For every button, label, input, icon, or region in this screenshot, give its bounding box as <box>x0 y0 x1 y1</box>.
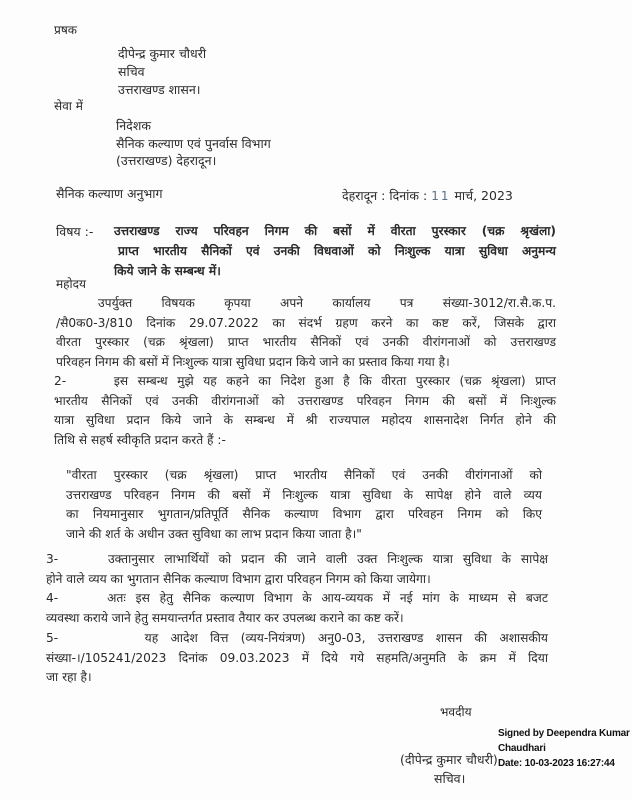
signature-line-date: Date: 10-03-2023 16:27:44 <box>498 758 615 769</box>
paragraph-5 <box>46 629 548 688</box>
subject-line: प्राप्त भारतीय सैनिकों एवं उनकी विधवाओं को निःशुल्क यात्रा सुविधा अनुमन्य <box>118 244 556 258</box>
paragraph-line: /सै0क0-3/810 दिनांक 29.07.2022 का संदर्भ ग्रहण करने का कष्ट करें, जिसके द्वारा <box>56 315 556 330</box>
digital-signature <box>498 726 630 771</box>
paragraph-line: 4- अतः इस हेतु सैनिक कल्याण विभाग के आय-व्ययक में नई मांग के माध्यम से बजट <box>46 591 548 605</box>
paragraph-line: संख्या-।/105241/2023 दिनांक 09.03.2023 में दिये गये सहमति/अनुमति के क्रम में दिया <box>46 650 548 665</box>
paragraph-line: यात्रा सुविधा प्रदान किये जाने के सम्बन्ध में श्री राज्यपाल महोदय शासनादेश निर्गत होने की <box>54 413 556 427</box>
paragraph-line: तिथि से सहर्ष स्वीकृति प्रदान करते हैं :- <box>54 432 226 447</box>
quote-line: का नियमानुसार भुगतान/प्रतिपूर्ति सैनिक कल्याण विभाग द्वारा परिवहन निगम को किए <box>66 507 542 521</box>
sender-name: दीपेन्द्र कुमार चौधरी <box>118 46 207 61</box>
quoted-order <box>66 466 542 544</box>
subject-label: विषय :- <box>56 224 94 239</box>
paragraph-line: 5- यह आदेश वित्त (व्यय-नियंत्रण) अनु0-03, उत्तराखण्ड शासन की अशासकीय <box>46 631 548 645</box>
paragraph-line: 3- उक्तानुसार लाभार्थियों को प्रदान की जाने वाली उक्त निःशुल्क यात्रा सुविधा के सापेक्ष <box>46 552 548 566</box>
recipient-location: (उत्तराखण्ड) देहरादून। <box>116 153 217 168</box>
to-label: सेवा में <box>54 99 83 113</box>
quote-line: "वीरता पुरस्कार (चक्र श्रृंखला) प्राप्त भारतीय सैनिकों एवं उनकी वीरांगनाओं को <box>66 468 542 482</box>
paragraph-line: उपर्युक्त विषयक कृपया अपने कार्यालय पत्र संख्या-3012/रा.सै.क.प. <box>98 296 556 310</box>
sender-office: उत्तराखण्ड शासन। <box>118 82 201 97</box>
quote-line: उत्तराखण्ड परिवहन निगम की बसों में निःशुल्क यात्रा सुविधा के सापेक्ष होने वाले व्यय <box>66 487 542 502</box>
paragraph-4 <box>46 589 548 628</box>
paragraph-line: होने वाले व्यय का भुगतान सैनिक कल्याण विभाग द्वारा परिवहन निगम को किया जायेगा। <box>46 571 431 586</box>
salutation: महोदय <box>56 277 86 291</box>
sender-designation: सचिव <box>118 64 145 79</box>
paragraph-3 <box>46 550 548 589</box>
closing-yours: भवदीय <box>440 705 472 719</box>
paragraph-line: जा रहा है। <box>46 670 92 684</box>
subject-line: उत्तराखण्ड राज्य परिवहन निगम की बसों में वीरता पुरस्कार (चक्र श्रृखंला) <box>114 224 556 238</box>
paragraph-line: 2- इस सम्बन्ध मुझे यह कहने का निदेश हुआ है कि वीरता पुरस्कार (चक्र श्रृंखला) प्राप्त <box>54 374 556 388</box>
date-month-year: मार्च, 2023 <box>454 188 513 203</box>
paragraph-line: वीरता पुरस्कार (चक्र श्रृंखला) प्राप्त भारतीय सैनिकों एवं उनकी वीरांगनाओं को उत्तराखण्ड <box>56 335 556 349</box>
place-date-prefix: देहरादून : दिनांक : <box>342 188 428 203</box>
signature-line-signed-by: Signed by Deependra Kumar <box>498 728 630 739</box>
recipient-designation: निदेशक <box>116 118 151 133</box>
paragraph-line: परिवहन निगम की बसों में निःशुल्क यात्रा सुविधा प्रदान किये जाने का प्रस्ताव किया गया है। <box>56 354 450 369</box>
closing-name: (दीपेन्द्र कुमार चौधरी) <box>400 752 498 767</box>
paragraph-line: व्यवस्था कराये जाने हेतु समयान्तर्गत प्रस्ताव तैयार कर उपलब्ध कराने का कष्ट करें। <box>46 610 404 625</box>
date-day: 11 <box>431 189 451 203</box>
from-label: प्रषक <box>54 23 77 37</box>
paragraph-2 <box>54 372 556 450</box>
recipient-department: सैनिक कल्याण एवं पुनर्वास विभाग <box>116 136 271 151</box>
subject-line: किये जाने के सम्बन्ध में। <box>114 264 221 278</box>
subject-text <box>114 221 556 281</box>
place-date <box>342 188 513 204</box>
section-name: सैनिक कल्याण अनुभाग <box>56 186 163 201</box>
closing-designation: सचिव। <box>434 771 466 786</box>
signature-line-name: Chaudhari <box>498 743 546 754</box>
quote-line: जाने की शर्त के अधीन उक्त सुविधा का लाभ प्रदान किया जाता है।" <box>66 526 362 541</box>
paragraph-line: भारतीय सैनिकों एवं उनकी वीरांगनाओं को उत्तराखण्ड परिवहन निगम की बसों में निःशुल्क <box>54 393 556 408</box>
paragraph-1 <box>56 294 556 372</box>
